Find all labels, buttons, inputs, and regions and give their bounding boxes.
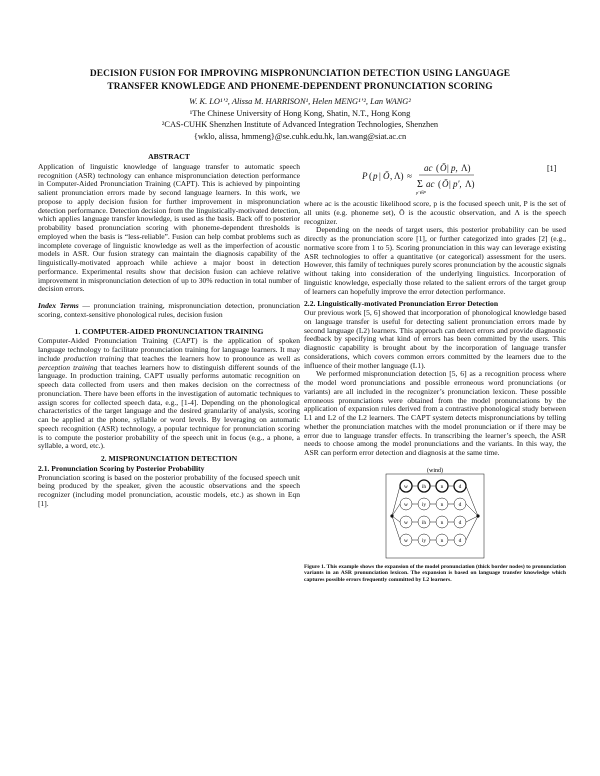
left-column [38, 153, 300, 509]
svg-text:|: | [379, 171, 381, 181]
svg-text:Λ): Λ) [394, 171, 404, 181]
abstract-text: Application of linguistic knowledge of language transfer to automatic speech recognition (ASR) technology can enhance mispronunciation detection performance in Computer-Aided Pronunciation Training (CAPT). This is achieved by pinpointing salient pronunciation errors made by second language learners. In this work, we propose to apply decision fusion for further improvement in mispronunciation detection performance. Detection decision from the linguistically-motivated detection, which applies language transfer knowledge, is used as the basis. Back off to posterior probability based pronunciation scoring with phoneme-dependent thresholds is employed when the basis is “less-reliable”. Fusion can help combat problems such as incomplete coverage of linguistic knowledge as well as the imperfection of acoustic models in ASR. Our fusion strategy can maintain the diagnosis capability of the linguistically-motivated approach while achieve a major boost in detection performance. Experimental results show that decision fusion can achieve relative improvement in mispronunciation detection of up to 30% reduction in total number of decision errors. [38, 161, 300, 294]
phoneme-label: d [458, 483, 462, 490]
svg-text:(: ( [369, 171, 372, 181]
phoneme-label: d [458, 537, 462, 544]
network-terminal [390, 514, 393, 517]
sec1-italic-production: production training [63, 353, 125, 363]
svg-text:(: ( [438, 179, 441, 189]
network-edge [392, 504, 400, 516]
svg-text:Λ): Λ) [461, 163, 471, 173]
phoneme-label: d [458, 519, 462, 526]
figure-word-label: (wind) [427, 467, 443, 474]
section-2-1-paragraph-2: Depending on the needs of target users, this posterior probability can be used directly as the pronunciation score [1], or further categorized into grades [2] (e.g., normative score from 1 to 5). Scoring pronunciation in this way can leverage existing ASR technologies to offer a quantitative (or categorical) assessment for the users. However, this family of techniques purely scores pronunciation by the acoustic signals without taking into consideration of the underlying linguistics. Incorporation of linguistic knowledge, especially those related to the salient errors of the target group of learners can hopefully improve the error detection performance. [304, 225, 566, 296]
section-1-heading: 1. COMPUTER-AIDED PRONUNCIATION TRAINING [74, 326, 264, 336]
phoneme-label: w [404, 483, 408, 490]
phoneme-label: w [404, 501, 408, 508]
svg-text:(: ( [436, 163, 439, 173]
right-column [304, 153, 566, 583]
equation-graphic [304, 157, 566, 197]
svg-text:|: | [447, 163, 449, 173]
index-terms [38, 302, 300, 320]
phoneme-label: iy [421, 501, 427, 508]
index-terms-text: — pronunciation training, mispronunciation detection, pronunciation scoring, context-sensitive phonological rules, decision fusion [38, 301, 300, 319]
svg-text:ac: ac [426, 179, 435, 189]
phoneme-label: n [440, 519, 444, 526]
svg-text:Ō: Ō [440, 163, 447, 173]
section-1-paragraph [38, 337, 300, 451]
network-edge [466, 516, 478, 540]
phoneme-label: w [404, 537, 408, 544]
network-edge [392, 486, 400, 516]
section-2-2-heading: 2.2. Linguistically-motivated Pronunciation Error Detection [304, 299, 499, 309]
phoneme-label: ih [421, 519, 427, 526]
figure-1 [304, 464, 566, 562]
title-line-2: TRANSFER KNOWLEDGE AND PHONEME-DEPENDENT PRONUNCIATION SCORING [107, 81, 493, 92]
svg-text:p',: p', [453, 179, 462, 189]
figure-1-caption: Figure 1. This example shows the expansion of the model pronunciation (thick border nodes) to pronunciation variants in an ASR pronunciation lexicon. The expansion is based on language transfer knowledge which captures possible errors frequently committed by L2 learners. [304, 563, 566, 583]
author-names: W. K. LO¹ʼ², Alissa M. HARRISON¹, Helen MENG¹ʼ², Lan WANG² [189, 97, 411, 106]
author-emails: {wklo, alissa, hmmeng}@se.cuhk.edu.hk, lan.wang@siat.ac.cn [193, 131, 407, 141]
sec1-italic-perception: perception training [38, 362, 98, 372]
svg-text:≈: ≈ [407, 171, 412, 181]
equation-explanation: where ac is the acoustic likelihood score, p is the focused speech unit, P is the set of all units (e.g. phoneme set), Ō is the acoustic observation, and Λ is the speech recognizer. [304, 199, 566, 226]
phoneme-label: w [404, 519, 408, 526]
svg-text:|: | [449, 179, 451, 189]
phoneme-label: n [440, 501, 444, 508]
sec1-text-a: Computer-Aided Pronunciation Training (CAPT) is the application of spoken language technology to facilitate pronunciation training for language learners. It may include [38, 336, 300, 363]
affiliation-1: ¹The Chinese University of Hong Kong, Shatin, N.T., Hong Kong [189, 108, 411, 118]
sec1-text-c: that teaches learners how to distinguish different sounds of the language. In production training, CAPT usually performs automatic recognition on speech data collected from users and then makes decision on the correctness of pronunciation. There have been efforts in the investigation of automatic techniques to assign scores for collected speech data, e.g., [1-4]. Depending on the phonological characteristics of the target language and the desired granularity of analysis, scoring can be applied at the phone, syllable or word levels. By leveraging on automatic speech recognition (ASR) technology, a popular technique for pronunciation scoring is to compute the posterior probability of the speech unit in focus (e.g., a phone, a syllable, a word, etc.). [38, 362, 300, 451]
abstract-heading: ABSTRACT [148, 152, 190, 161]
index-terms-label: Index Terms [38, 301, 79, 310]
svg-text:ac: ac [424, 163, 433, 173]
svg-text:Ō: Ō [442, 179, 449, 189]
section-2-2-paragraph-2: We performed mispronunciation detection [5, 6] as a recognition process where the model word pronunciations and possible erroneous word pronunciations (or variants) are all included in the recognizer’s pronunciation lexicon. These possible erroneous pronunciations were obtained from the model pronunciations by the application of expansion rules derived from a contrastive phonological study between L1 and L2 of the L2 learners. The CAPT system detects mispronunciations by telling whether the pronunciation matches with the model pronunciation or if there may be error due to language transfer effects. In transcribing the learner’s speech, the ASR needs to choose among the model pronunciations and the variants. In this way, the ASR can perform error detection and diagnosis at the same time. [304, 369, 566, 457]
svg-text:Σ: Σ [417, 179, 423, 190]
phoneme-label: n [440, 483, 444, 490]
paper-title [30, 68, 570, 93]
network-edge [466, 486, 478, 516]
svg-text:Ō: Ō [383, 171, 390, 181]
svg-text:p'∈P: p'∈P [416, 190, 426, 195]
network-edge [466, 504, 478, 516]
svg-text:p,: p, [451, 163, 458, 173]
section-2-heading: 2. MISPRONUNCIATION DETECTION [100, 454, 238, 463]
svg-text:p: p [373, 171, 378, 181]
svg-text:Λ): Λ) [465, 179, 475, 189]
phoneme-label: iy [421, 537, 427, 544]
pronunciation-network-diagram [304, 464, 566, 562]
phoneme-label: ih [421, 483, 427, 490]
svg-text:,: , [390, 171, 393, 181]
title-line-1: DECISION FUSION FOR IMPROVING MISPRONUNCIATION DETECTION USING LANGUAGE [89, 69, 511, 79]
svg-text:P: P [362, 171, 368, 181]
sec1-text-b: that teaches the learners how to pronounce as well as [124, 353, 301, 363]
phoneme-label: n [440, 537, 444, 544]
network-edge [466, 516, 478, 522]
network-edge [392, 516, 400, 540]
section-2-1-heading: 2.1. Pronunciation Scoring by Posterior Probability [38, 463, 205, 473]
affiliation-2: ²CAS-CUHK Shenzhen Institute of Advanced Integration Technologies, Shenzhen [161, 120, 439, 129]
author-block [30, 96, 570, 142]
section-2-1-paragraph-1: Pronunciation scoring is based on the posterior probability of the focused speech unit being produced by the speaker, given the acoustic observations and the speech recognizer (including model pronunciation, acoustic models, etc.) as shown in Eqn [1]. [38, 472, 300, 508]
network-terminal [476, 514, 479, 517]
equation-1 [304, 157, 566, 197]
phoneme-label: d [458, 501, 462, 508]
section-2-2-paragraph-1: Our previous work [5, 6] showed that incorporation of phonological knowledge based on language transfer is useful for detecting salient pronunciation errors made by second language (L2) learners. This approach can detect errors and provide diagnostic feedback by specifying what kind of errors has been committed by the users. This diagnostic capability is brought about by the incorporation of language transfer considerations, which covers common errors committed by the learners due to the influence of their mother language (L1). [304, 308, 566, 370]
equation-number: [1] [547, 164, 557, 173]
